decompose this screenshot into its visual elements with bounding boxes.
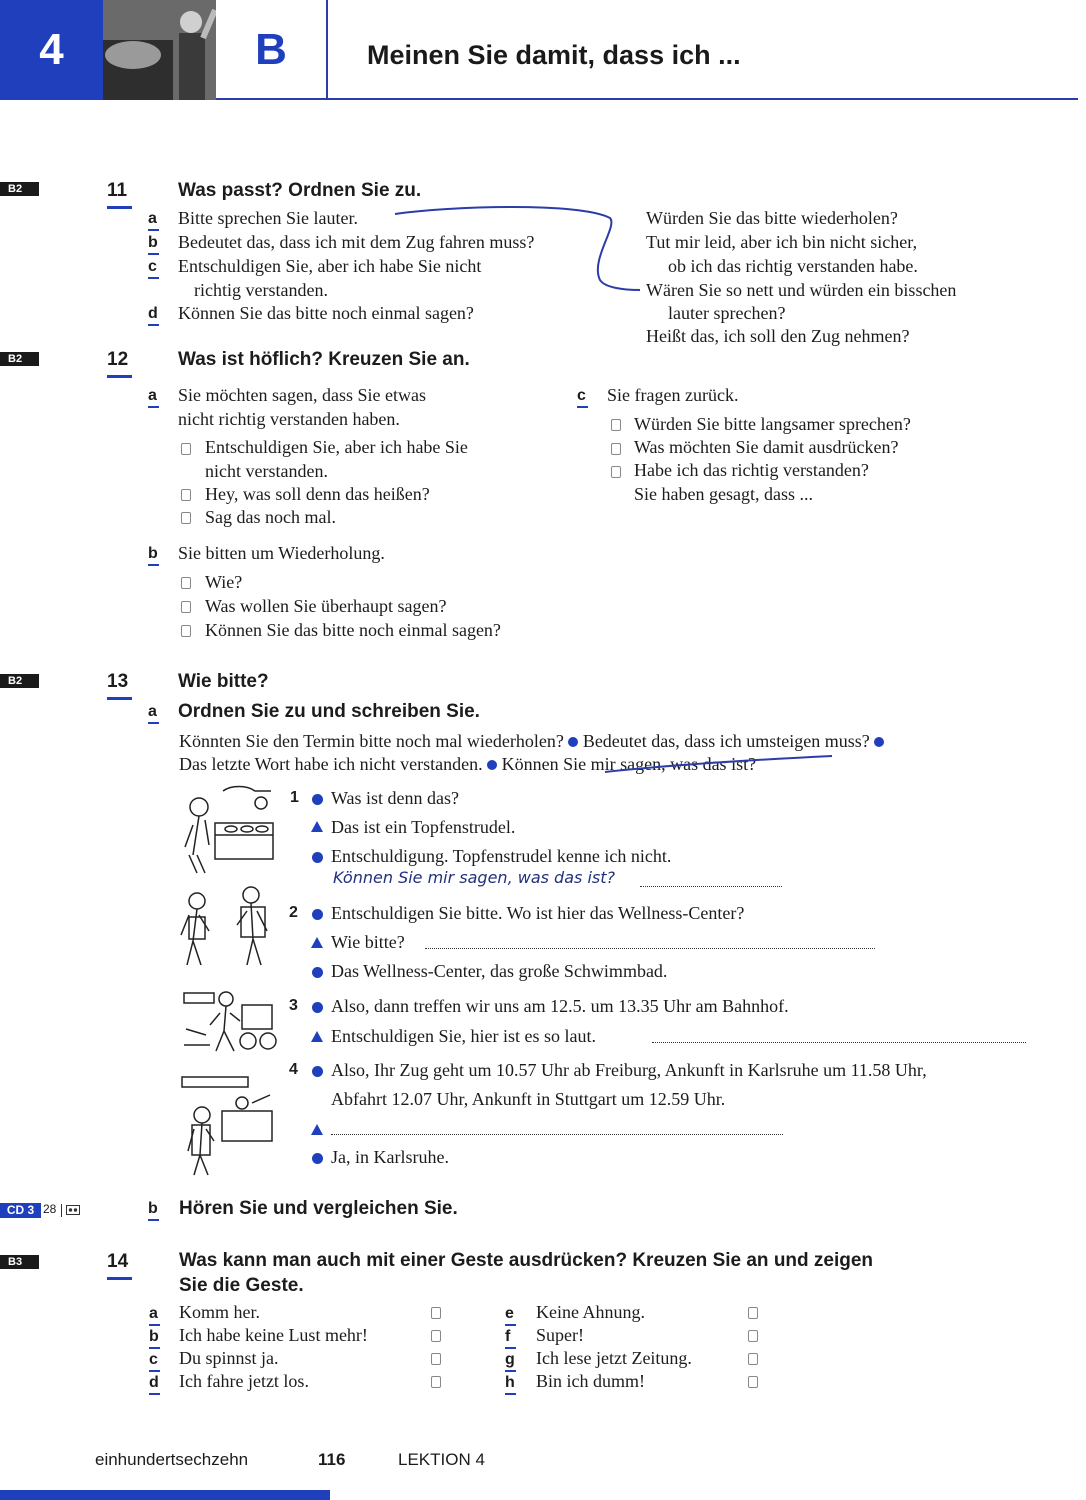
checkbox[interactable] — [431, 1307, 441, 1319]
option-text: Sag das noch mal. — [205, 507, 336, 527]
option-text: Würden Sie bitte langsamer sprechen? — [634, 414, 911, 434]
illustration-bakery-counter — [175, 785, 280, 875]
option-text: Was möchten Sie damit ausdrücken? — [634, 437, 899, 457]
checkbox[interactable] — [611, 419, 621, 431]
item-letter: b — [148, 1200, 158, 1217]
checkbox[interactable] — [431, 1353, 441, 1365]
checkbox[interactable] — [611, 466, 621, 478]
prompt-text: nicht richtig verstanden haben. — [178, 409, 400, 429]
header-rule — [216, 98, 1078, 100]
dialog-line: Das Wellness-Center, das große Schwimmbad. — [331, 961, 668, 981]
exercise-number: 11 — [107, 180, 128, 201]
item-letter: a — [149, 1305, 158, 1322]
page-number-words: einhundertsechzehn — [95, 1450, 249, 1469]
item-letter: d — [148, 305, 158, 322]
option-text: Habe ich das richtig verstanden? — [634, 460, 869, 480]
item-text: Ich fahre jetzt los. — [179, 1371, 309, 1391]
answer-text: lauter sprechen? — [668, 303, 786, 323]
divider — [61, 1204, 62, 1217]
illustration-construction — [180, 985, 280, 1055]
checkbox[interactable] — [748, 1330, 758, 1342]
dialog-line: Also, dann treffen wir uns am 12.5. um 13.35 Uhr am Bahnhof. — [331, 996, 789, 1016]
item-letter: f — [505, 1328, 511, 1345]
page-title: Meinen Sie damit, dass ich ... — [367, 40, 741, 70]
exercise-title: Was ist höflich? Kreuzen Sie an. — [178, 349, 470, 370]
level-badge: B2 — [0, 182, 39, 196]
section-letter: B — [216, 0, 328, 100]
item-text: Können Sie das bitte noch einmal sagen? — [178, 303, 474, 323]
level-badge: B3 — [0, 1255, 39, 1269]
bullet-icon — [487, 760, 497, 770]
item-letter: b — [148, 234, 158, 251]
answer-text: Würden Sie das bitte wiederholen? — [646, 208, 898, 228]
item-letter: e — [505, 1305, 514, 1322]
option-text: Was wollen Sie überhaupt sagen? — [205, 596, 447, 616]
dialog-line: Ja, in Karlsruhe. — [331, 1147, 449, 1167]
answer-line[interactable] — [640, 886, 782, 887]
item-text: Super! — [536, 1325, 584, 1345]
speaker-a-icon — [312, 909, 323, 920]
dialog-line: Wie bitte? — [331, 932, 405, 952]
checkbox[interactable] — [611, 443, 621, 455]
exercise-title: Was passt? Ordnen Sie zu. — [178, 180, 422, 201]
speaker-a-icon — [312, 794, 323, 805]
checkbox[interactable] — [748, 1353, 758, 1365]
checkbox[interactable] — [748, 1307, 758, 1319]
item-letter: h — [505, 1374, 515, 1391]
item-letter: g — [505, 1351, 515, 1368]
task-title: Ordnen Sie zu und schreiben Sie. — [178, 701, 480, 722]
item-text: Bitte sprechen Sie lauter. — [178, 208, 358, 228]
option-text: Entschuldigen Sie, aber ich habe Sie — [205, 437, 468, 457]
checkbox[interactable] — [181, 625, 191, 637]
checkbox[interactable] — [181, 601, 191, 613]
item-text: Du spinnst ja. — [179, 1348, 279, 1368]
bullet-icon — [568, 737, 578, 747]
checkbox[interactable] — [181, 512, 191, 524]
item-letter: a — [148, 703, 157, 720]
dialog-line: Was ist denn das? — [331, 788, 460, 808]
option-text: Können Sie das bitte noch einmal sagen? — [205, 620, 501, 640]
checkbox[interactable] — [181, 443, 191, 455]
phrase-box-line — [179, 731, 884, 752]
item-text: Entschuldigen Sie, aber ich habe Sie nicht — [178, 256, 482, 276]
level-badge: B2 — [0, 674, 39, 688]
prompt-text: Sie möchten sagen, dass Sie etwas — [178, 385, 426, 405]
dialog-number: 2 — [289, 904, 298, 921]
speaker-b-icon — [311, 937, 323, 948]
checkbox[interactable] — [181, 489, 191, 501]
prompt-text: Sie fragen zurück. — [607, 385, 739, 405]
speaker-b-icon — [311, 821, 323, 832]
audio-icon — [66, 1205, 80, 1215]
speaker-a-icon — [312, 967, 323, 978]
page-number: 116 — [318, 1450, 346, 1469]
strike-through-mark — [600, 752, 840, 776]
header-photo — [103, 0, 216, 100]
phrase: Bedeutet das, dass ich umsteigen muss? — [582, 731, 870, 751]
dialog-number: 3 — [289, 997, 298, 1014]
item-letter: c — [577, 387, 586, 404]
exercise-number: 12 — [107, 349, 129, 370]
item-letter: b — [148, 545, 158, 562]
bullet-icon — [874, 737, 884, 747]
item-letter: b — [149, 1328, 159, 1345]
prompt-text: Sie bitten um Wiederholung. — [178, 543, 385, 563]
exercise-number: 13 — [107, 671, 129, 692]
footer-bar — [0, 1490, 330, 1500]
phrase: Das letzte Wort habe ich nicht verstanden. — [179, 754, 483, 774]
item-text: Ich habe keine Lust mehr! — [179, 1325, 368, 1345]
speaker-a-icon — [312, 1066, 323, 1077]
item-letter: c — [149, 1351, 158, 1368]
exercise-title: Was kann man auch mit einer Geste ausdrücken? Kreuzen Sie an und zeigen — [179, 1250, 874, 1271]
dialog-number: 4 — [289, 1061, 298, 1078]
illustration-two-people — [175, 885, 280, 970]
dialog-line: Entschuldigen Sie, hier ist es so laut. — [331, 1026, 596, 1046]
task-title: Hören Sie und vergleichen Sie. — [179, 1198, 458, 1219]
speaker-a-icon — [312, 1153, 323, 1164]
dialog-line: Also, Ihr Zug geht um 10.57 Uhr ab Freiburg, Ankunft in Karlsruhe um 11.58 Uhr, — [331, 1060, 927, 1080]
dialog-number: 1 — [290, 789, 299, 806]
speaker-b-icon — [311, 1031, 323, 1042]
handwritten-answer: Können Sie mir sagen, was das ist? — [333, 868, 615, 887]
option-text: nicht verstanden. — [205, 461, 328, 481]
item-letter: a — [148, 387, 157, 404]
chapter-number: 4 — [0, 0, 103, 100]
answer-line[interactable] — [652, 1042, 1026, 1043]
answer-text: ob ich das richtig verstanden habe. — [668, 256, 918, 276]
answer-line[interactable] — [425, 948, 875, 949]
option-text: Wie? — [205, 572, 243, 592]
item-text: Keine Ahnung. — [536, 1302, 645, 1322]
item-text: Bedeutet das, dass ich mit dem Zug fahren muss? — [178, 232, 535, 252]
item-letter: a — [148, 210, 157, 227]
speaker-a-icon — [312, 1002, 323, 1013]
item-letter: d — [149, 1374, 159, 1391]
track-number: 28 — [43, 1202, 57, 1216]
option-text: Sie haben gesagt, dass ... — [634, 484, 813, 504]
answer-text: Heißt das, ich soll den Zug nehmen? — [646, 326, 910, 346]
exercise-title: Sie die Geste. — [179, 1275, 304, 1296]
item-text: Ich lese jetzt Zeitung. — [536, 1348, 692, 1368]
item-text: Bin ich dumm! — [536, 1371, 645, 1391]
checkbox[interactable] — [431, 1330, 441, 1342]
phrase: Können Sie mir sagen, was das ist? — [501, 754, 757, 774]
speaker-a-icon — [312, 852, 323, 863]
answer-text: Tut mir leid, aber ich bin nicht sicher, — [646, 232, 918, 252]
cd-badge: CD 3 — [0, 1203, 41, 1218]
checkbox[interactable] — [431, 1376, 441, 1388]
checkbox[interactable] — [181, 577, 191, 589]
item-text: richtig verstanden. — [194, 280, 328, 300]
dialog-line: Entschuldigung. Topfenstrudel kenne ich nicht. — [331, 846, 672, 866]
illustration-ticket-counter — [180, 1075, 280, 1180]
option-text: Hey, was soll denn das heißen? — [205, 484, 430, 504]
dialog-line: Das ist ein Topfenstrudel. — [331, 817, 516, 837]
exercise-title: Wie bitte? — [178, 671, 269, 692]
level-badge: B2 — [0, 352, 39, 366]
exercise-number: 14 — [107, 1251, 129, 1272]
checkbox[interactable] — [748, 1376, 758, 1388]
lesson-label: LEKTION 4 — [398, 1450, 485, 1469]
handwritten-connector-line — [390, 200, 650, 300]
speaker-b-icon — [311, 1124, 323, 1135]
answer-line[interactable] — [331, 1134, 783, 1135]
item-text: Komm her. — [179, 1302, 260, 1322]
answer-text: Wären Sie so nett und würden ein bisschen — [646, 280, 957, 300]
phrase: Könnten Sie den Termin bitte noch mal wiederholen? — [179, 731, 564, 751]
dialog-line: Abfahrt 12.07 Uhr, Ankunft in Stuttgart um 12.59 Uhr. — [331, 1089, 726, 1109]
dialog-line: Entschuldigen Sie bitte. Wo ist hier das Wellness-Center? — [331, 903, 745, 923]
item-letter: c — [148, 258, 157, 275]
